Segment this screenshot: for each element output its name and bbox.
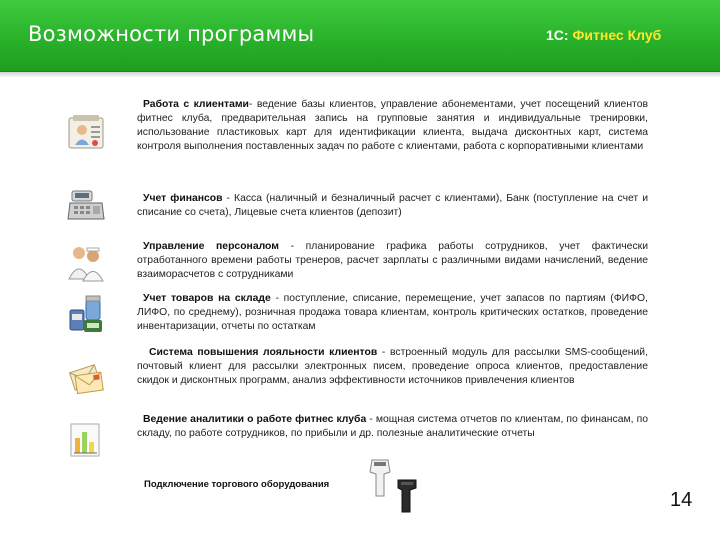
feature-text <box>137 413 648 441</box>
feature-separator: - <box>377 347 386 358</box>
header-bar <box>0 0 720 72</box>
feature-text <box>137 346 648 388</box>
client-card-icon <box>66 112 106 152</box>
feature-text <box>137 192 648 220</box>
product-prefix: 1С: <box>546 27 569 43</box>
barcode-scanner-icon <box>366 458 394 498</box>
feature-title: Ведение аналитики о работе фитнес клуба <box>143 414 367 425</box>
feature-description: Касса (наличный и безналичный расчет с клиентами), Банк (поступление на счет и списание со счета), Лицевые счета клиентов (депозит) <box>137 193 648 218</box>
product-name <box>546 27 661 43</box>
feature-description: поступление, списание, перемещение, учет запасов по партиям (ФИФО, ЛИФО, по среднему), розничная продажа товара клиентам, контроль критических остатков, проведение инвентаризации, отчеты по остаткам <box>137 293 648 332</box>
feature-text <box>137 240 648 282</box>
feature-description: мощная система отчетов по клиентам, по финансам, по складу, по работе сотрудников, по прибыли и др. полезные аналитические отчеты <box>137 414 648 439</box>
feature-title: Учет товаров на складе <box>143 293 271 304</box>
feature-description: встроенный модуль для рассылки SMS-сообщений, почтовый клиент для рассылки электронных писем, проведение опроса клиентов, предоставление скидок и дисконтных программ, анализ эффективности источников привлечения клиентов <box>137 347 648 386</box>
feature-title: Управление персоналом <box>143 241 279 252</box>
handheld-scanner-icon <box>394 478 420 514</box>
feature-text <box>137 98 648 154</box>
page-number: 14 <box>670 489 693 511</box>
page-title: Возможности программы <box>28 22 315 46</box>
feature-separator: - <box>248 99 253 110</box>
feature-title: Система повышения лояльности клиентов <box>149 347 378 358</box>
feature-description: ведение базы клиентов, управление абонементами, учет посещений клиентов фитнес клуба, предварительная запись на групповые занятия и индивидуальные тренировки, использование пластиковых карт для идентификации клиента, выдача дисконтных карт, система контроля выполнения поставленных задач по работе с клиентами, работа с корпоративными клиентами <box>137 99 648 152</box>
feature-description: планирование графика работы сотрудников, учет фактически отработанного времени работы тренеров, расчет зарплаты с различными видами начислений, ведение взаиморасчетов с сотрудниками <box>137 241 648 280</box>
feature-title: Работа с клиентами <box>143 99 249 110</box>
warehouse-goods-icon <box>66 294 106 334</box>
feature-separator: - <box>278 241 295 252</box>
feature-separator: - <box>366 414 373 425</box>
header-shadow <box>0 72 720 78</box>
hardware-label: Подключение торгового оборудования <box>144 479 330 490</box>
cash-register-icon <box>66 185 106 225</box>
bar-chart-icon <box>66 420 106 460</box>
feature-separator: - <box>270 293 279 304</box>
product-title: Фитнес Клуб <box>572 27 662 43</box>
letters-icon <box>66 358 106 398</box>
feature-title: Учет финансов <box>143 193 223 204</box>
feature-separator: - <box>222 193 231 204</box>
staff-icon <box>66 243 106 283</box>
feature-text <box>137 292 648 334</box>
